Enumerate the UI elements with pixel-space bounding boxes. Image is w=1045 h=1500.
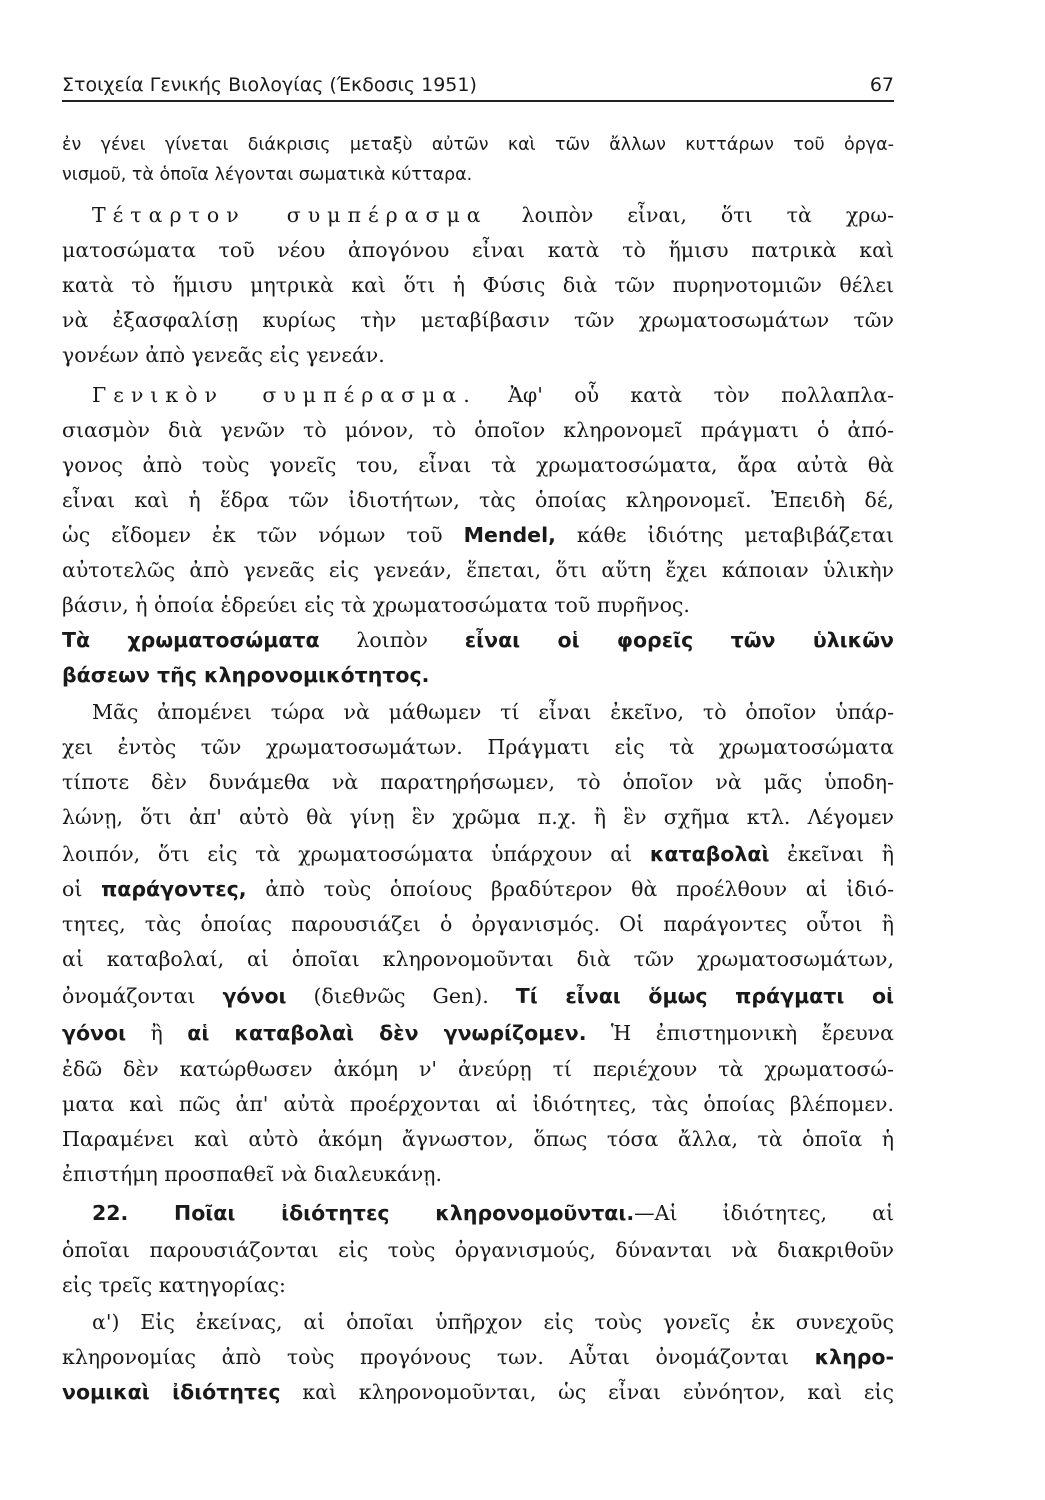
text-line: [62, 520, 894, 550]
text-span: λώνῃ, ὅτι ἀπ' αὐτὸ θὰ γίνῃ ἓν χρῶμα π.χ. ἢ ἓν σχῆμα κτλ. Λέγομεν: [62, 805, 894, 829]
text-span: χει ἐντὸς τῶν χρωματοσωμάτων. Πράγματι εἰς τὰ χρωματοσώματα: [62, 735, 894, 759]
text-line: [62, 555, 894, 585]
text-span: ἐκεῖναι ἢ: [769, 842, 894, 866]
text-line: [62, 1018, 894, 1048]
text-line: [62, 625, 894, 655]
text-line: [62, 1235, 894, 1265]
text-line: [62, 660, 894, 690]
text-line: [62, 981, 894, 1011]
text-span: λοιπόν, ὅτι εἰς τὰ χρωματοσώματα ὑπάρχουν αἱ: [62, 842, 650, 866]
text-span: ἀπὸ τοὺς ὁποίους βραδύτερον θὰ προέλθουν αἱ ἰδιό-: [246, 877, 894, 901]
text-span: εἶναι καὶ ἡ ἕδρα τῶν ἰδιοτήτων, τὰς ὁποίας κληρονομεῖ. Ἐπειδὴ δέ,: [62, 488, 894, 512]
bold-text: παράγοντες,: [101, 877, 247, 901]
bold-text: αἱ καταβολαὶ δὲν γνωρίζομεν.: [187, 1021, 587, 1045]
text-span: ὀνομάζονται: [62, 984, 223, 1008]
text-span: λοιπὸν εἶναι, ὅτι τὰ χρω-: [487, 203, 894, 227]
text-span: τητες, τὰς ὁποίας παρουσιάζει ὁ ὀργανισμός. Οἱ παράγοντες οὗτοι ἢ: [62, 912, 894, 936]
text-span: Ἡ ἐπιστημονικὴ ἔρευνα: [586, 1021, 894, 1045]
spaced-text: Γενικὸν συμπέρασμα.: [92, 383, 477, 407]
text-span: λοιπὸν: [319, 628, 465, 652]
bold-text: καταβολαὶ: [649, 842, 770, 866]
text-line: [62, 1124, 894, 1154]
text-span: νισμοῦ, τὰ ὁποῖα λέγονται σωματικὰ κύτταρα.: [62, 165, 473, 185]
text-line: [62, 235, 894, 265]
bold-text: βάσεων τῆς κληρονομικότητος.: [62, 663, 430, 687]
text-span: καὶ κληρονομοῦνται, ὡς εἶναι εὐνόητον, καὶ εἰς: [280, 1380, 894, 1404]
text-span: γονος ἀπὸ τοὺς γονεῖς του, εἶναι τὰ χρωματοσώματα, ἄρα αὐτὰ θὰ: [62, 453, 894, 477]
text-span: αὐτοτελῶς ἀπὸ γενεᾶς εἰς γενεάν, ἕπεται, ὅτι αὕτη ἔχει κάποιαν ὑλικὴν: [62, 558, 894, 582]
spaced-text: Τέταρτον συμπέρασμα: [92, 203, 488, 227]
text-line: [62, 130, 894, 160]
text-line: [92, 1198, 894, 1228]
text-line: [62, 485, 894, 515]
text-span: κληρονομίας ἀπὸ τοὺς προγόνους των. Αὗται ὀνομάζονται: [62, 1345, 815, 1369]
bold-text: 22. Ποῖαι ἰδιότητες κληρονομοῦνται.: [92, 1201, 635, 1225]
text-span: ἐδῶ δὲν κατώρθωσεν ἀκόμη ν' ἀνεύρῃ τί περιέχουν τὰ χρωματοσώ-: [62, 1057, 894, 1081]
text-span: κατὰ τὸ ἥμισυ μητρικὰ καὶ ὅτι ἡ Φύσις διὰ τῶν πυρηνοτομιῶν θέλει: [62, 273, 894, 297]
text-line: [62, 732, 894, 762]
text-span: ὁποῖαι παρουσιάζονται εἰς τοὺς ὀργανισμούς, δύνανται νὰ διακριθοῦν: [62, 1238, 894, 1262]
text-line: [92, 697, 894, 727]
text-span: ἐπιστήμη προσπαθεῖ νὰ διαλευκάνῃ.: [62, 1162, 442, 1186]
text-line: [62, 909, 894, 939]
text-line: [92, 1307, 894, 1337]
text-line: [62, 1054, 894, 1084]
text-line: [62, 839, 894, 869]
text-span: ἢ: [126, 1021, 188, 1045]
bold-text: Τί εἶναι ὅμως πράγματι οἱ: [515, 984, 895, 1008]
text-span: ματοσώματα τοῦ νέου ἀπογόνου εἶναι κατὰ τὸ ἥμισυ πατρικὰ καὶ: [62, 238, 894, 262]
text-span: α') Εἰς ἐκείνας, αἱ ὁποῖαι ὑπῆρχον εἰς τοὺς γονεῖς ἐκ συνεχοῦς: [92, 1310, 894, 1334]
bold-text: εἶναι οἱ φορεῖς τῶν ὑλικῶν: [464, 628, 894, 652]
text-span: ἐν γένει γίνεται διάκρισις μεταξὺ αὐτῶν καὶ τῶν ἄλλων κυττάρων τοῦ ὀργα-: [62, 135, 894, 155]
text-line: [62, 944, 894, 974]
bold-text: νομικαὶ ἰδιότητες: [62, 1380, 281, 1404]
text-line: [92, 200, 894, 230]
bold-text: Mendel,: [463, 523, 556, 547]
text-span: νὰ ἐξασφαλίσῃ κυρίως τὴν μεταβίβασιν τῶν χρωματοσωμάτων τῶν: [62, 308, 894, 332]
text-span: ὡς εἴδομεν ἐκ τῶν νόμων τοῦ: [62, 523, 464, 547]
text-span: (διεθνῶς Gen).: [286, 984, 516, 1008]
text-line: [62, 874, 894, 904]
text-line: [62, 1377, 894, 1407]
text-line: [62, 1270, 894, 1300]
text-line: [62, 1159, 894, 1189]
text-line: [62, 767, 894, 797]
text-line: [62, 802, 894, 832]
text-line: [62, 1089, 894, 1119]
text-line: [62, 340, 894, 370]
text-span: Ἀφ' οὗ κατὰ τὸν πολλαπλα-: [476, 383, 895, 407]
text-span: βάσιν, ἡ ὁποία ἑδρεύει εἰς τὰ χρωματοσώματα τοῦ πυρῆνος.: [62, 593, 690, 617]
text-span: —Αἱ ἰδιότητες, αἱ: [634, 1201, 894, 1225]
text-span: τίποτε δὲν δυνάμεθα νὰ παρατηρήσωμεν, τὸ ὁποῖον νὰ μᾶς ὑποδη-: [62, 770, 894, 794]
text-span: εἰς τρεῖς κατηγορίας:: [62, 1273, 286, 1297]
text-line: [62, 1342, 894, 1372]
text-line: [62, 270, 894, 300]
running-title: Στοιχεία Γενικής Βιολογίας (Έκδοσις 1951): [62, 74, 477, 96]
text-line: [92, 380, 894, 410]
text-line: [62, 415, 894, 445]
text-span: ματα καὶ πῶς ἀπ' αὐτὰ προέρχονται αἱ ἰδιότητες, τὰς ὁποίας βλέπομεν.: [62, 1092, 894, 1116]
page-header: [62, 70, 894, 102]
text-line: [62, 160, 894, 190]
page-number: 67: [869, 74, 894, 96]
text-span: αἱ καταβολαί, αἱ ὁποῖαι κληρονομοῦνται διὰ τῶν χρωματοσωμάτων,: [62, 947, 894, 971]
bold-text: γόνοι: [222, 984, 287, 1008]
text-line: [62, 305, 894, 335]
bold-text: γόνοι: [62, 1021, 127, 1045]
text-span: Μᾶς ἀπομένει τώρα νὰ μάθωμεν τί εἶναι ἐκεῖνο, τὸ ὁποῖον ὑπάρ-: [92, 700, 894, 724]
text-span: σιασμὸν διὰ γενῶν τὸ μόνον, τὸ ὁποῖον κληρονομεῖ πράγματι ὁ ἀπό-: [62, 418, 894, 442]
bold-text: κληρο-: [814, 1345, 894, 1369]
text-span: Παραμένει καὶ αὐτὸ ἀκόμη ἄγνωστον, ὅπως τόσα ἄλλα, τὰ ὁποῖα ἡ: [62, 1127, 894, 1151]
bold-text: Τὰ χρωματοσώματα: [62, 628, 320, 652]
text-span: γονέων ἀπὸ γενεᾶς εἰς γενεάν.: [62, 343, 385, 367]
text-line: [62, 450, 894, 480]
text-line: [62, 590, 894, 620]
text-span: οἱ: [62, 877, 102, 901]
text-span: κάθε ἰδιότης μεταβιβάζεται: [555, 523, 894, 547]
